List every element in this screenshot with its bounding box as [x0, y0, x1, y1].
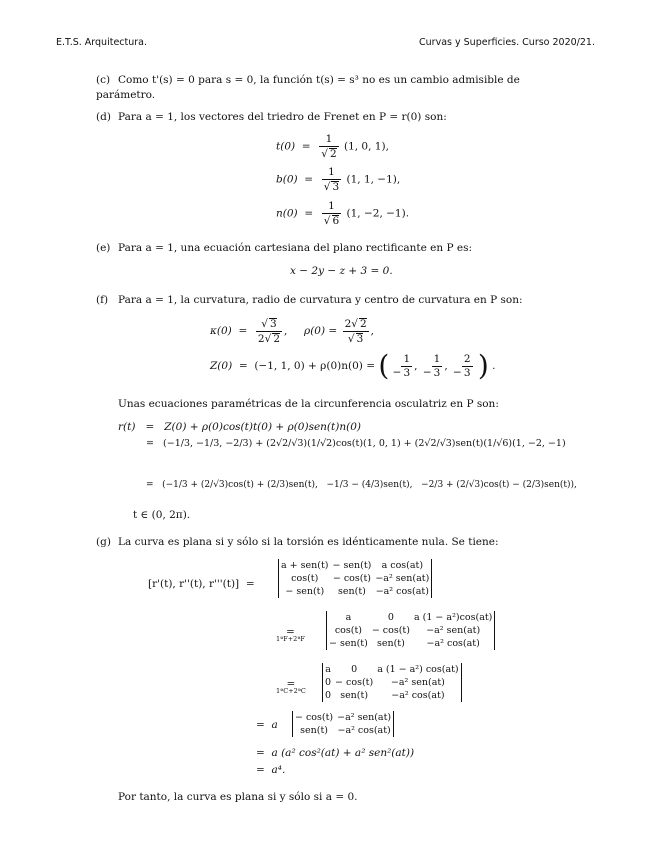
frenet-t-lhs: t(0) — [276, 140, 296, 153]
osc-line-1: r(t) = Z(0) + ρ(0)cos(t)t(0) + ρ(0)sen(t)n(0) — [118, 421, 361, 433]
frenet-n-den: 6 — [332, 214, 340, 227]
frenet-b-num: 1 — [322, 167, 341, 180]
matrix-cell: −a² sen(at) — [375, 573, 430, 584]
row-op-1: = 1ªF+2ªF — [276, 626, 305, 643]
frenet-t-num: 1 — [319, 134, 338, 147]
item-c-label: (c) — [96, 74, 111, 86]
item-g-label: (g) — [96, 536, 111, 548]
matrix-cell: a (1 − a²)cos(at) — [413, 612, 493, 623]
matrix-cell: cos(t) — [291, 573, 319, 584]
row-op-1-label: 1ªF+2ªF — [276, 635, 305, 643]
reduced-eq: = a — [256, 719, 278, 731]
frenet-n-vector: (1, −2, −1). — [346, 207, 410, 220]
header-right: Curvas y Superficies. Curso 2020/21. — [419, 37, 595, 48]
osc-line-2: = (−1/3, −1/3, −2/3) + (2√2/√3)(1/√2)cos(t)(1, 0, 1) + (2√2/√3)sen(t)(1/√6)(1, −2, −1) — [146, 438, 566, 449]
item-d-label: (d) — [96, 111, 111, 123]
header-left: E.T.S. Arquitectura. — [56, 37, 148, 48]
matrix-cell: 0 — [387, 612, 394, 623]
matrix-1 — [278, 559, 432, 598]
item-d-text: Para a = 1, los vectores del triedro de Frenet en P = r(0) son: — [118, 111, 447, 123]
final-rhs: a⁴. — [271, 764, 286, 776]
osc-r3c: −2/3 + (2/√3)cos(t) − (2/3)sen(t)), — [421, 480, 577, 490]
frenet-n: n(0) = $\frac{1}{√ 6}$ (1, −2, −1). — [276, 200, 410, 227]
item-e — [96, 241, 576, 256]
frenet-b-den: 3 — [332, 180, 340, 193]
final-eq: = a⁴. — [256, 764, 286, 776]
frenet-n-num: 1 — [322, 201, 341, 214]
expand-rhs: a (a² cos²(at) + a² sen²(at)) — [271, 747, 415, 759]
osc-lhs: r(t) — [118, 421, 136, 433]
rho-lhs: ρ(0) = — [304, 325, 338, 337]
matrix-cell: −a² sen(at) — [337, 712, 392, 723]
matrix-cell: cos(t) — [334, 625, 362, 636]
kappa-lhs: κ(0) — [210, 325, 232, 337]
matrix-3 — [322, 663, 462, 702]
osc-r3b: −1/3 − (4/3)sen(t), — [326, 480, 413, 490]
matrix-cell: −a² cos(at) — [426, 638, 480, 649]
col-op-1: = 1ªC+2ªC — [276, 678, 306, 695]
matrix-cell: 0 — [351, 664, 358, 675]
matrix-cell: a cos(at) — [381, 560, 424, 571]
matrix-cell: −a² sen(at) — [390, 677, 445, 688]
frenet-t-vector: (1, 0, 1), — [343, 140, 389, 153]
center-eq: Z(0) = (−1, 1, 0) + ρ(0)n(0) = ( − $\frac{1}{3}$ , − $\frac{1}{3}$ , − $\frac{2}{3}$ ) . — [210, 349, 496, 382]
expand-eq: = a (a² cos²(at) + a² sen²(at)) — [256, 747, 415, 759]
matrix-cell: sen(t) — [376, 638, 405, 649]
matrix-cell: sen(t) — [340, 690, 369, 701]
osc-r2: (−1/3, −1/3, −2/3) + (2√2/√3)(1/√2)cos(t)(1, 0, 1) + (2√2/√3)sen(t)(1/√6)(1, −2, −1) — [163, 438, 566, 449]
frenet-n-lhs: n(0) — [276, 207, 298, 220]
frenet-b: b(0) = $\frac{1}{√ 3}$ (1, 1, −1), — [276, 166, 401, 193]
matrix-cell: a — [345, 612, 352, 623]
matrix-cell: − sen(t) — [285, 586, 325, 597]
frenet-b-vector: (1, 1, −1), — [346, 173, 401, 186]
col-op-1-label: 1ªC+2ªC — [276, 687, 306, 695]
matrix-cell: 0 — [325, 677, 332, 688]
osc-domain: t ∈ (0, 2π). — [133, 509, 191, 521]
matrix-cell: − sen(t) — [329, 638, 368, 649]
matrix-cell: a + sen(t) — [281, 560, 329, 571]
matrix-cell: −a² cos(at) — [337, 725, 391, 736]
frenet-t-den: 2 — [329, 147, 337, 160]
matrix-cell: − cos(t) — [332, 573, 371, 584]
matrix-cell: −a² cos(at) — [375, 586, 429, 597]
item-g-text: La curva es plana si y sólo si la torsión es idénticamente nula. Se tiene: — [118, 536, 499, 548]
conclusion: Por tanto, la curva es plana si y sólo si a = 0. — [118, 791, 358, 803]
matrix-cell: −a² sen(at) — [426, 625, 481, 636]
matrix-4 — [292, 711, 394, 737]
item-e-label: (e) — [96, 242, 111, 254]
item-c-text: Como t'(s) = 0 para s = 0, la función t(s) = s³ no es un cambio admisible de parámetro. — [96, 74, 520, 101]
curvature-eq: κ(0) = $\frac{√ 3}{2√ 2}$ , ρ(0) = $\frac{2√ 2}{√ 3}$ , — [210, 318, 374, 345]
matrix-cell: − sen(t) — [332, 560, 372, 571]
osc-r1: Z(0) + ρ(0)cos(t)t(0) + ρ(0)sen(t)n(0) — [164, 421, 361, 433]
item-g — [96, 535, 576, 550]
osc-line-3: = (−1/3 + (2/√3)cos(t) + (2/3)sen(t), −1/3 − (4/3)sen(t), −2/3 + (2/√3)cos(t) − (2/3)sen(t)), — [146, 480, 577, 490]
matrix-cell: 0 — [325, 690, 332, 701]
matrix-2 — [326, 611, 495, 650]
triple-product-lhs: [r'(t), r''(t), r'''(t)] = — [148, 578, 255, 590]
matrix-cell: a (1 − a²) cos(at) — [377, 664, 459, 675]
osculating-text: Unas ecuaciones paramétricas de la circunferencia osculatriz en P son: — [118, 398, 499, 410]
matrix-cell: − cos(t) — [371, 625, 410, 636]
matrix-cell: sen(t) — [338, 586, 366, 597]
plane-equation: x − 2y − z + 3 = 0. — [290, 265, 393, 277]
osc-r3a: (−1/3 + (2/√3)cos(t) + (2/3)sen(t), — [162, 480, 318, 490]
triple-lhs-text: [r'(t), r''(t), r'''(t)] — [148, 578, 240, 590]
center-rhs: (−1, 1, 0) + ρ(0)n(0) = — [254, 360, 376, 372]
item-e-text: Para a = 1, una ecuación cartesiana del plano rectificante en P es: — [118, 242, 473, 254]
matrix-cell: − cos(t) — [295, 712, 334, 723]
item-d — [96, 110, 576, 125]
matrix-cell: − cos(t) — [335, 677, 374, 688]
item-f-text: Para a = 1, la curvatura, radio de curvatura y centro de curvatura en P son: — [118, 294, 523, 306]
frenet-b-lhs: b(0) — [276, 173, 298, 186]
item-f-label: (f) — [96, 294, 109, 306]
item-c — [96, 73, 576, 103]
center-lhs: Z(0) — [210, 360, 233, 372]
matrix-cell: −a² cos(at) — [391, 690, 445, 701]
frenet-t: t(0) = $\frac{1}{√ 2}$ (1, 0, 1), — [276, 133, 389, 160]
matrix-cell: a — [325, 664, 331, 675]
item-f — [96, 293, 576, 308]
matrix-cell: sen(t) — [300, 725, 328, 736]
